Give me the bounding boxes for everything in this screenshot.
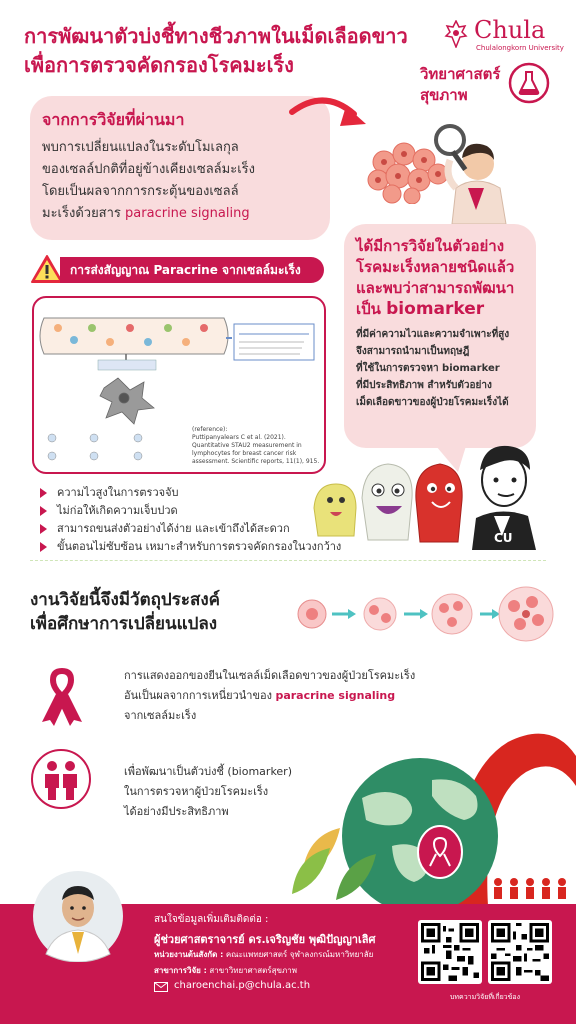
- list-item: ความไวสูงในการตรวจจับ: [40, 484, 370, 502]
- list-item: ขั้นตอนไม่ซับซ้อน เหมาะสำหรับการตรวจคัดกรองในวงกว้าง: [40, 538, 370, 556]
- section-divider: [30, 560, 546, 561]
- chula-emblem-icon: [444, 20, 468, 48]
- objective-1-text: การแสดงออกของยีนในเซลล์เม็ดเลือดขาวของผู้ป่วยโรคมะเร็ง อันเป็นผลจากการเหนี่ยวนำของ paracrine signaling จากเซลล์มะเร็ง: [124, 669, 416, 722]
- figure-reference: (reference): Puttipanyalears C et al. (2021). Quantitative STAU2 measurement in lymphocytes for breast cancer risk assessment. Scientific reports, 11(1), 915.: [192, 426, 320, 465]
- mascot-shirt-text: CU: [494, 531, 513, 545]
- scientist-magnifier-illustration: [432, 114, 520, 224]
- people-icon: [30, 748, 92, 810]
- affiliation: หน่วยงานต้นสังกัด : คณะแพทยศาสตร์ จุฬาลงกรณ์มหาวิทยาลัย: [154, 950, 374, 959]
- faculty-label: วิทยาศาสตร์ สุขภาพ: [420, 65, 501, 104]
- chula-logo-subtitle: Chulalongkorn University: [476, 44, 564, 52]
- qr-code-icon: [491, 923, 549, 981]
- researcher-name: ผู้ช่วยศาสตราจารย์ ดร.เจริญชัย พุฒิปัญญาเลิศ: [154, 933, 376, 946]
- mascots-illustration: [304, 440, 554, 550]
- qr-caption: บทความวิจัยที่เกี่ยวข้อง: [449, 993, 521, 1001]
- past-research-bubble: [30, 96, 330, 240]
- bullet-icon: [40, 488, 47, 498]
- flask-icon: [508, 62, 550, 104]
- paracrine-highlight: paracrine signaling: [125, 206, 250, 221]
- page-title: [24, 22, 424, 80]
- findings-heading: ได้มีการวิจัยในตัวอย่าง โรคมะเร็งหลายชนิดแล้ว และพบว่าสามารถพัฒนา เป็น biomarker: [356, 237, 515, 319]
- research-field: สาขาการวิจัย : สาขาวิทยาศาสตร์สุขภาพ: [154, 966, 297, 975]
- title-line-2: เพื่อการตรวจคัดกรองโรคมะเร็ง: [24, 53, 294, 77]
- qr-code-1[interactable]: [418, 920, 482, 984]
- bullet-icon: [40, 542, 47, 552]
- biomarker-highlight: biomarker: [386, 299, 485, 319]
- qr-code-icon: [421, 923, 479, 981]
- paracrine-signal-banner: การส่งสัญญาณ Paracrine จากเซลล์มะเร็ง: [60, 257, 324, 283]
- cell-progression-illustration: [286, 578, 556, 648]
- globe-ribbon-illustration: [282, 716, 576, 906]
- cancer-ribbon-icon: [36, 664, 88, 726]
- contact-email[interactable]: charoenchai.p@chula.ac.th: [174, 980, 311, 991]
- objective-heading: งานวิจัยนี้จึงมีวัตถุประสงค์ เพื่อศึกษาการเปลี่ยนแปลง: [30, 590, 221, 634]
- list-item: สามารถขนส่งตัวอย่างได้ง่าย และเข้าถึงได้สะดวก: [40, 520, 370, 538]
- findings-detail: ที่มีค่าความไวและความจำเพาะที่สูง จึงสามารถนำมาเป็นทฤษฎี ที่ใช้ในการตรวจหา biomarker ที่มีประสิทธิภาพ สำหรับตัวอย่าง เม็ดเลือดขาวของผู้ป่วยโรคมะเร็งได้: [356, 329, 510, 408]
- chula-logo: Chula: [474, 16, 546, 44]
- past-research-heading: จากการวิจัยที่ผ่านมา: [42, 110, 185, 129]
- warning-icon: [30, 254, 64, 284]
- curved-arrow-icon: [288, 90, 370, 132]
- tumor-cells-icon: [100, 378, 154, 424]
- list-item: ไม่ก่อให้เกิดความเจ็บปวด: [40, 502, 370, 520]
- title-line-1: การพัฒนาตัวบ่งชี้ทางชีวภาพในเม็ดเลือดขาว: [24, 24, 408, 48]
- paracrine-highlight: paracrine signaling: [275, 689, 396, 702]
- bullet-icon: [40, 506, 47, 516]
- objective-2-text: เพื่อพัฒนาเป็นตัวบ่งชี้ (biomarker) ในการตรวจหาผู้ป่วยโรคมะเร็ง ได้อย่างมีประสิทธิภาพ: [124, 765, 292, 818]
- findings-bubble: [344, 224, 536, 448]
- past-research-text: พบการเปลี่ยนแปลงในระดับโมเลกุล ของเซลล์ปกติที่อยู่ข้างเคียงเซลล์มะเร็ง โดยเป็นผลจากการกระตุ้นของเซลล์ มะเร็งด้วยสาร paracrine signaling: [42, 140, 255, 221]
- researcher-avatar: [32, 870, 124, 962]
- contact-lead: สนใจข้อมูลเพิ่มเติมติดต่อ :: [154, 914, 269, 925]
- qr-code-2[interactable]: [488, 920, 552, 984]
- bullet-icon: [40, 524, 47, 534]
- mail-icon: [154, 982, 168, 992]
